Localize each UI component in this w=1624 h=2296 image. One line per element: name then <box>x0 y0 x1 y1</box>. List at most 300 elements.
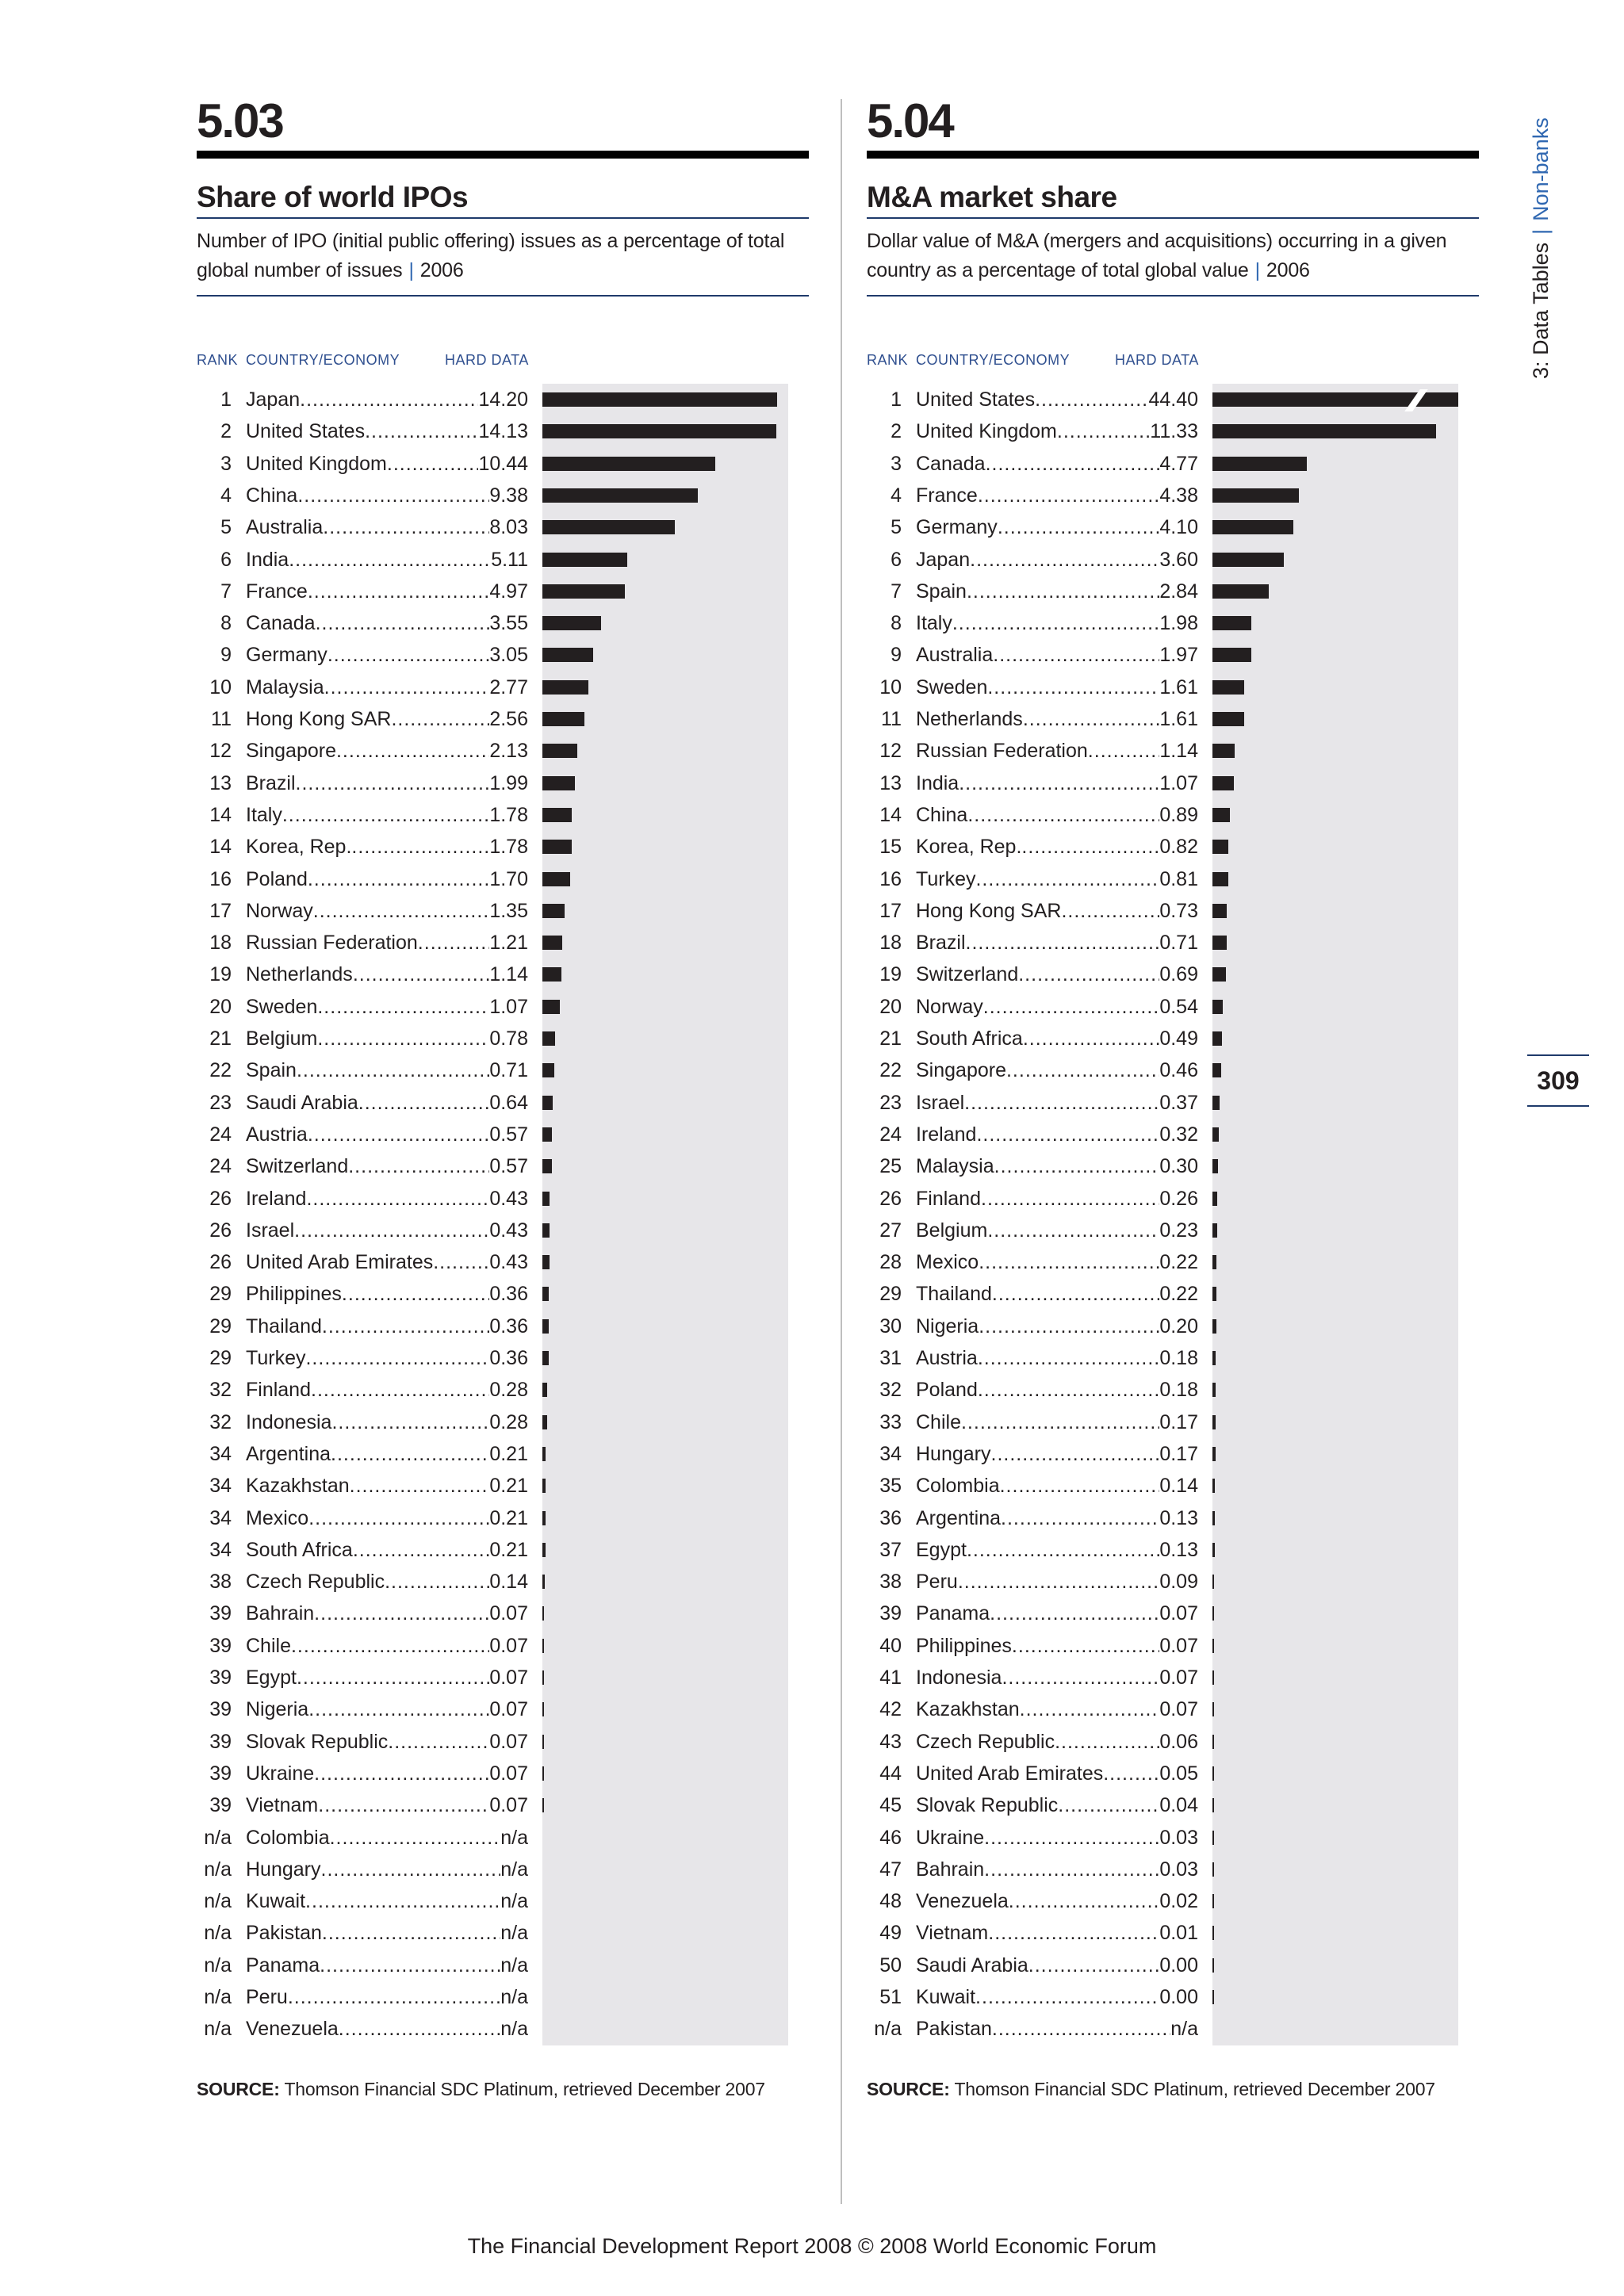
dot-leader <box>1088 735 1160 767</box>
table-row <box>867 1758 1479 1789</box>
table-row <box>197 1854 809 1885</box>
dot-leader <box>967 799 1159 831</box>
row-country: Belgium <box>916 1219 988 1242</box>
row-country-value <box>246 1470 528 1502</box>
header-data: HARD DATA <box>445 352 529 368</box>
row-value: 0.71 <box>489 1059 528 1082</box>
table-row <box>197 1215 809 1246</box>
value-bar <box>542 457 715 471</box>
row-value: n/a <box>500 1826 528 1849</box>
table-row <box>867 1183 1479 1215</box>
ranking-table <box>867 384 1479 2045</box>
row-country: Argentina <box>916 1506 1002 1529</box>
row-value: 1.07 <box>489 995 528 1018</box>
table-row <box>197 1023 809 1054</box>
row-country-value <box>246 544 528 576</box>
row-country-value <box>916 1534 1198 1566</box>
row-rank: 21 <box>209 1027 232 1050</box>
dot-leader <box>1009 1885 1160 1917</box>
table-row <box>197 1278 809 1310</box>
ranking-table <box>197 384 809 2045</box>
value-bar <box>1212 424 1436 438</box>
row-rank: 16 <box>879 867 902 890</box>
value-bar <box>1212 457 1307 471</box>
table-row <box>197 415 809 447</box>
row-value: 14.13 <box>478 420 528 443</box>
row-rank: 34 <box>209 1442 232 1465</box>
row-country-value <box>916 799 1198 831</box>
row-country-value <box>246 927 528 959</box>
row-country: Ukraine <box>916 1826 985 1849</box>
value-bar <box>542 1735 544 1749</box>
dot-leader <box>331 1406 489 1438</box>
row-country: Panama <box>916 1602 990 1625</box>
row-country: South Africa <box>246 1538 353 1561</box>
row-country-value <box>916 1215 1198 1246</box>
value-bar <box>542 648 593 662</box>
row-value: 0.07 <box>1159 1634 1198 1657</box>
row-rank: 3 <box>891 452 902 475</box>
value-bar <box>1212 1831 1214 1845</box>
row-country-value <box>246 991 528 1023</box>
row-country: Hungary <box>916 1442 991 1465</box>
row-rank: 35 <box>879 1475 902 1498</box>
dot-leader <box>976 1119 1159 1150</box>
row-value: 0.22 <box>1159 1283 1198 1306</box>
row-country-value <box>246 480 528 511</box>
table-row <box>867 1215 1479 1246</box>
row-value: 4.77 <box>1159 452 1198 475</box>
row-country-value <box>246 672 528 703</box>
dot-leader <box>1055 1726 1159 1758</box>
page-number: 309 <box>1537 1066 1580 1095</box>
dot-leader <box>339 2013 500 2045</box>
row-country-value <box>246 831 528 863</box>
value-bar <box>542 1319 549 1334</box>
value-bar <box>1212 1096 1220 1110</box>
dot-leader <box>317 991 489 1023</box>
dot-leader <box>387 448 479 480</box>
value-bar <box>1212 776 1234 790</box>
row-value: 5.11 <box>491 548 528 571</box>
section-tab <box>1525 94 1557 379</box>
table-row <box>197 1822 809 1854</box>
row-country: Korea, Rep. <box>916 836 1022 859</box>
row-value: 0.23 <box>1159 1219 1198 1242</box>
value-bar <box>542 1447 546 1461</box>
table-row <box>867 415 1479 447</box>
table-row <box>867 831 1479 863</box>
table-row <box>867 511 1479 543</box>
row-country-value <box>246 1342 528 1374</box>
value-bar <box>542 904 565 918</box>
dot-leader <box>1058 1789 1159 1821</box>
row-value: 0.07 <box>489 1667 528 1689</box>
dot-leader <box>998 511 1160 543</box>
row-country-value <box>246 1758 528 1789</box>
row-country: Germany <box>916 516 998 539</box>
row-value: 0.01 <box>1159 1922 1198 1945</box>
value-bar <box>1212 967 1226 982</box>
value-bar <box>542 808 572 822</box>
row-value: 0.18 <box>1159 1379 1198 1402</box>
row-value: 0.78 <box>489 1027 528 1050</box>
row-rank: 20 <box>209 995 232 1018</box>
row-value: 10.44 <box>478 452 528 475</box>
row-country-value <box>916 831 1198 863</box>
table-row <box>867 991 1479 1023</box>
row-rank: 29 <box>209 1347 232 1369</box>
value-bar <box>542 1766 544 1781</box>
row-rank: 27 <box>879 1219 902 1242</box>
row-rank: 34 <box>209 1475 232 1498</box>
row-rank: 26 <box>209 1219 232 1242</box>
table-row <box>197 1183 809 1215</box>
row-country-value <box>916 959 1198 990</box>
value-bar <box>1212 808 1230 822</box>
row-country: Belgium <box>246 1027 318 1050</box>
dot-leader <box>983 991 1160 1023</box>
row-rank: 5 <box>220 516 232 539</box>
row-rank: n/a <box>204 1858 232 1881</box>
row-country-value <box>916 1822 1198 1854</box>
dot-leader <box>986 448 1160 480</box>
row-country-value <box>246 1502 528 1534</box>
row-value: 1.78 <box>489 836 528 859</box>
row-rank: 47 <box>879 1858 902 1881</box>
row-value: 0.28 <box>489 1379 528 1402</box>
dot-leader <box>348 1150 489 1182</box>
row-value: 0.07 <box>1159 1667 1198 1689</box>
row-country: Peru <box>246 1986 288 2008</box>
dot-leader <box>1023 703 1160 735</box>
row-rank: 6 <box>891 548 902 571</box>
value-bar <box>1212 1862 1214 1877</box>
page-footer: The Financial Development Report 2008 © 2008 World Economic Forum <box>467 2234 1157 2258</box>
value-bar <box>542 1415 547 1429</box>
row-country: Hong Kong SAR <box>916 899 1062 922</box>
header-rank: RANK <box>867 352 909 368</box>
row-country-value <box>246 448 528 480</box>
row-country: Panama <box>246 1954 320 1976</box>
row-rank: 7 <box>891 580 902 603</box>
source-label: SOURCE: <box>867 2079 950 2099</box>
row-country-value <box>246 1023 528 1054</box>
value-bar <box>542 1287 549 1301</box>
row-rank: 31 <box>879 1347 902 1369</box>
dot-leader <box>984 1822 1159 1854</box>
row-value: 0.14 <box>1159 1475 1198 1498</box>
value-bar <box>1212 712 1244 726</box>
title-rule <box>197 151 809 159</box>
row-value: 1.98 <box>1159 612 1198 635</box>
row-value: 2.13 <box>489 740 528 763</box>
row-country-value <box>246 1854 528 1885</box>
desc-year: 2006 <box>1266 259 1310 281</box>
desc-separator: | <box>408 259 414 281</box>
table-row <box>867 1534 1479 1566</box>
row-country: Sweden <box>916 675 988 698</box>
row-country: Austria <box>916 1347 978 1369</box>
row-rank: 13 <box>879 771 902 794</box>
row-value: 1.70 <box>489 867 528 890</box>
dot-leader <box>987 1215 1159 1246</box>
row-country-value <box>916 1023 1198 1054</box>
value-bar <box>542 520 675 534</box>
dot-leader <box>1002 1662 1159 1693</box>
row-country: Hungary <box>246 1858 321 1881</box>
row-rank: 26 <box>209 1251 232 1274</box>
table-row <box>197 511 809 543</box>
dot-leader <box>1021 831 1159 863</box>
table-row <box>197 1246 809 1278</box>
dot-leader <box>289 544 491 576</box>
row-rank: 50 <box>879 1954 902 1976</box>
dot-leader <box>391 703 489 735</box>
value-bar <box>542 553 627 567</box>
table-row <box>867 672 1479 703</box>
row-country-value <box>916 1726 1198 1758</box>
row-country: Italy <box>916 612 952 635</box>
dot-leader <box>1061 895 1159 927</box>
row-value: 0.07 <box>1159 1602 1198 1625</box>
row-rank: 14 <box>209 836 232 859</box>
value-bar <box>1212 1702 1214 1716</box>
table-row <box>867 1438 1479 1470</box>
dot-leader <box>1012 1630 1159 1662</box>
value-bar <box>542 424 776 438</box>
row-country-value <box>246 1693 528 1725</box>
table-row <box>197 607 809 639</box>
table-row <box>197 1789 809 1821</box>
row-value: 0.21 <box>489 1442 528 1465</box>
table-row <box>197 927 809 959</box>
table-description <box>867 219 1479 295</box>
value-bar <box>1212 1031 1222 1046</box>
row-rank: n/a <box>204 1954 232 1976</box>
dot-leader <box>314 1758 489 1789</box>
row-country-value <box>246 1311 528 1342</box>
row-country-value <box>246 1406 528 1438</box>
row-rank: 24 <box>209 1123 232 1146</box>
row-rank: 32 <box>209 1379 232 1402</box>
row-rank: 38 <box>209 1571 232 1594</box>
row-rank: n/a <box>874 2018 902 2041</box>
column-headers <box>867 352 1479 376</box>
row-country-value <box>246 1598 528 1629</box>
row-country-value <box>246 639 528 671</box>
table-row <box>867 544 1479 576</box>
row-country-value <box>916 1374 1198 1406</box>
row-country-value <box>916 511 1198 543</box>
value-bar <box>542 1606 544 1621</box>
row-country-value <box>246 799 528 831</box>
row-rank: 16 <box>209 867 232 890</box>
table-row <box>867 1406 1479 1438</box>
row-country-value <box>246 1087 528 1119</box>
value-bar <box>1212 1000 1223 1014</box>
dot-leader <box>1018 959 1159 990</box>
row-country-value <box>246 1789 528 1821</box>
dot-leader <box>964 1087 1159 1119</box>
table-row <box>197 1630 809 1662</box>
dot-leader <box>1103 1758 1159 1789</box>
row-country-value <box>916 1470 1198 1502</box>
row-value: 0.21 <box>489 1506 528 1529</box>
dot-leader <box>323 511 489 543</box>
row-value: n/a <box>500 1986 528 2008</box>
row-rank: 4 <box>220 484 232 507</box>
row-country: Czech Republic <box>246 1571 385 1594</box>
value-bar <box>542 1127 552 1142</box>
row-rank: 34 <box>209 1538 232 1561</box>
table-row <box>197 1598 809 1629</box>
row-rank: 8 <box>220 612 232 635</box>
table-row <box>197 863 809 895</box>
row-country: Vietnam <box>246 1794 319 1817</box>
value-bar <box>1212 1511 1215 1525</box>
value-bar <box>1212 648 1251 662</box>
row-country: Ukraine <box>246 1762 315 1785</box>
row-country-value <box>246 959 528 990</box>
value-bar <box>1212 488 1299 503</box>
row-country: Sweden <box>246 995 318 1018</box>
row-rank: 29 <box>209 1314 232 1337</box>
value-bar <box>1212 1351 1216 1365</box>
dot-leader <box>308 1119 490 1150</box>
source-note <box>197 2079 809 2100</box>
value-bar <box>1212 1223 1217 1238</box>
row-rank: 8 <box>891 612 902 635</box>
row-country: Philippines <box>916 1634 1012 1657</box>
header-country: COUNTRY/ECONOMY <box>246 352 400 368</box>
row-country-value <box>916 1087 1198 1119</box>
value-bar <box>542 1351 549 1365</box>
dot-leader <box>1057 415 1150 447</box>
row-country-value <box>246 1246 528 1278</box>
row-value: 0.03 <box>1159 1826 1198 1849</box>
dot-leader <box>294 1215 489 1246</box>
axis-break-mark <box>1404 389 1428 411</box>
row-rank: 12 <box>209 740 232 763</box>
dot-leader <box>975 863 1159 895</box>
row-country: Brazil <box>916 932 966 955</box>
source-note <box>867 2079 1479 2100</box>
row-value: 0.43 <box>489 1187 528 1210</box>
row-rank: 32 <box>879 1379 902 1402</box>
row-country: Czech Republic <box>916 1730 1055 1753</box>
row-rank: 21 <box>879 1027 902 1050</box>
row-country: France <box>916 484 978 507</box>
row-country: Poland <box>916 1379 978 1402</box>
row-rank: 30 <box>879 1314 902 1337</box>
row-country-value <box>916 544 1198 576</box>
row-value: 1.61 <box>1159 708 1198 730</box>
row-rank: 44 <box>879 1762 902 1785</box>
row-country: Pakistan <box>916 2018 992 2041</box>
row-country: Kuwait <box>246 1890 306 1913</box>
dot-leader <box>978 1374 1159 1406</box>
row-country: Russian Federation <box>916 740 1088 763</box>
dot-leader <box>959 767 1159 799</box>
row-country-value <box>246 576 528 607</box>
row-country: Germany <box>246 644 327 667</box>
desc-rule-bottom <box>197 295 809 297</box>
dot-leader <box>314 1598 489 1629</box>
table-row <box>197 672 809 703</box>
row-country: Canada <box>246 612 316 635</box>
row-country-value <box>916 415 1198 447</box>
row-value: 0.04 <box>1159 1794 1198 1817</box>
row-country-value <box>916 991 1198 1023</box>
row-country: Saudi Arabia <box>246 1091 358 1114</box>
table-row <box>197 1054 809 1086</box>
value-bar <box>1212 1990 1214 2004</box>
row-value: 0.64 <box>489 1091 528 1114</box>
table-row <box>867 1502 1479 1534</box>
table-row <box>867 767 1479 799</box>
row-country: Slovak Republic <box>916 1794 1059 1817</box>
value-bar <box>1212 1415 1216 1429</box>
row-value: 0.17 <box>1159 1442 1198 1465</box>
section-name: 3: Data Tables <box>1529 242 1553 379</box>
row-rank: 1 <box>220 388 232 411</box>
value-bar <box>1212 1127 1219 1142</box>
value-bar <box>1212 616 1251 630</box>
row-value: 3.55 <box>489 612 528 635</box>
row-rank: 29 <box>879 1283 902 1306</box>
table-row <box>867 448 1479 480</box>
row-rank: 13 <box>209 771 232 794</box>
row-country-value <box>916 1183 1198 1215</box>
row-country-value <box>246 1054 528 1086</box>
value-bar <box>542 1670 544 1685</box>
row-value: n/a <box>500 1858 528 1881</box>
desc-separator: | <box>1254 259 1260 281</box>
dot-leader <box>979 1311 1159 1342</box>
value-bar <box>542 1096 553 1110</box>
dot-leader <box>987 672 1159 703</box>
value-bar <box>1212 553 1284 567</box>
row-value: 0.05 <box>1159 1762 1198 1785</box>
row-country: Brazil <box>246 771 296 794</box>
dot-leader <box>291 1630 489 1662</box>
row-country: Poland <box>246 867 308 890</box>
row-country-value <box>246 1822 528 1854</box>
row-country: Canada <box>916 452 986 475</box>
table-row <box>867 480 1479 511</box>
value-bar <box>1212 1255 1216 1269</box>
value-bar <box>1212 1958 1214 1973</box>
row-country: Netherlands <box>916 708 1023 730</box>
dot-leader <box>994 1150 1160 1182</box>
table-row <box>867 1278 1479 1310</box>
row-rank: 5 <box>891 516 902 539</box>
row-country-value <box>916 1854 1198 1885</box>
dot-leader <box>961 1406 1159 1438</box>
row-value: 0.73 <box>1159 899 1198 922</box>
row-value: 0.13 <box>1159 1538 1198 1561</box>
dot-leader <box>308 1693 489 1725</box>
section-separator: | <box>1529 228 1553 235</box>
row-rank: n/a <box>204 1986 232 2008</box>
row-value: n/a <box>500 1890 528 1913</box>
row-rank: 1 <box>891 388 902 411</box>
row-rank: n/a <box>204 1826 232 1849</box>
value-bar <box>542 488 698 503</box>
table-row <box>197 1406 809 1438</box>
value-bar <box>1212 872 1228 886</box>
